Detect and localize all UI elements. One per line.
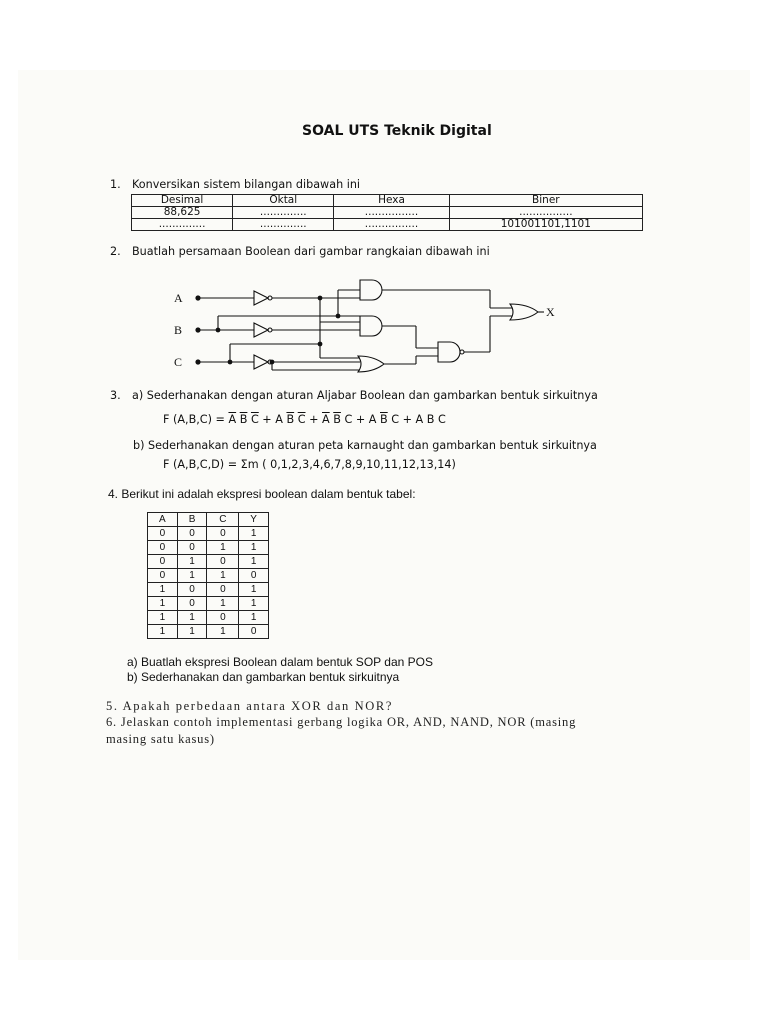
table-cell: 1: [207, 597, 239, 611]
column-header: Desimal: [132, 195, 233, 207]
table-cell: 1: [239, 541, 269, 555]
question-4a: a) Buatlah ekspresi Boolean dalam bentuk SOP dan POS: [127, 655, 433, 669]
table-cell: ..............: [233, 219, 334, 231]
not-gate-c: [254, 355, 268, 369]
page-title: SOAL UTS Teknik Digital: [302, 123, 492, 139]
question-4: 4. Berikut ini adalah ekspresi boolean dalam bentuk tabel:: [108, 487, 416, 501]
logic-circuit-diagram: [160, 272, 560, 376]
or-gate-lower: [358, 356, 384, 372]
question-6-line-2: masing satu kasus): [106, 732, 215, 746]
table-row: [132, 219, 643, 231]
table-cell: 1: [148, 583, 178, 597]
column-header: A: [148, 513, 178, 527]
table-cell: 0: [177, 583, 207, 597]
table-cell: 0: [207, 583, 239, 597]
table-row: [148, 583, 269, 597]
input-label-b: B: [174, 323, 183, 337]
table-row: [148, 527, 269, 541]
table-cell: 0: [207, 527, 239, 541]
table-cell: 1: [239, 583, 269, 597]
table-cell: 1: [239, 555, 269, 569]
table-row: [148, 625, 269, 639]
column-header: C: [207, 513, 239, 527]
question-2: [110, 245, 490, 258]
table-cell: 0: [177, 541, 207, 555]
column-header: Biner: [449, 195, 642, 207]
table-cell: ..............: [132, 219, 233, 231]
column-header: Hexa: [334, 195, 449, 207]
question-1-text: Konversikan sistem bilangan dibawah ini: [132, 178, 361, 191]
question-6-line-1: 6. Jelaskan contoh implementasi gerbang logika OR, AND, NAND, NOR (masing: [106, 715, 577, 729]
table-cell: 1: [148, 625, 178, 639]
table-cell: 0: [148, 541, 178, 555]
truth-table: [147, 512, 269, 639]
table-cell: 0: [177, 527, 207, 541]
and-gate-2: [360, 316, 382, 336]
question-1-number: 1.: [110, 178, 121, 191]
table-cell: 88,625: [132, 207, 233, 219]
table-cell: 1: [239, 527, 269, 541]
table-cell: 1: [239, 611, 269, 625]
table-cell: 0: [207, 611, 239, 625]
table-cell: 1: [148, 611, 178, 625]
not-gate-b: [254, 323, 268, 337]
table-cell: 0: [148, 555, 178, 569]
table-row: [148, 611, 269, 625]
question-3-number: 3.: [110, 389, 121, 402]
column-header: Y: [239, 513, 269, 527]
truth-table-header: [148, 513, 269, 527]
question-3b-function: F (A,B,C,D) = Σm ( 0,1,2,3,4,6,7,8,9,10,11,12,13,14): [163, 458, 456, 471]
table-cell: 0: [177, 597, 207, 611]
output-label-x: X: [546, 305, 555, 319]
table-cell: 101001101,1101: [449, 219, 642, 231]
table-row: [132, 207, 643, 219]
question-4b: b) Sederhanakan dan gambarkan bentuk sirkuitnya: [127, 670, 400, 684]
table-cell: 1: [207, 625, 239, 639]
table-cell: 0: [148, 569, 178, 583]
question-5: 5. Apakah perbedaan antara XOR dan NOR?: [106, 699, 393, 713]
input-label-c: C: [174, 355, 183, 369]
or-gate-output: [510, 304, 538, 320]
question-3a-function: [163, 413, 446, 426]
question-3a-text: a) Sederhanakan dengan aturan Aljabar Boolean dan gambarkan bentuk sirkuitnya: [132, 389, 598, 402]
table-cell: 1: [207, 569, 239, 583]
and-gate-1: [360, 280, 382, 300]
table-cell: 1: [239, 597, 269, 611]
table-cell: ................: [334, 219, 449, 231]
not-gate-a: [254, 291, 268, 305]
table-cell: 0: [239, 625, 269, 639]
table-cell: 1: [177, 555, 207, 569]
column-header: Oktal: [233, 195, 334, 207]
table-cell: ................: [449, 207, 642, 219]
table-row: [148, 541, 269, 555]
function-expression: $\overline{A}$ $\overline{B}$ $\overline{C} + A$ $\overline{B}$ $\overline{C} + \overline{A}$ $\overline{B}$ C + A $\overline{B}$ C + A B C: [228, 413, 446, 426]
question-2-text: Buatlah persamaan Boolean dari gambar rangkaian dibawah ini: [132, 245, 490, 258]
question-3b: b) Sederhanakan dengan aturan peta karnaught dan gambarkan bentuk sirkuitnya: [133, 439, 597, 452]
conversion-table-header: [132, 195, 643, 207]
table-cell: ................: [334, 207, 449, 219]
table-row: [148, 555, 269, 569]
column-header: B: [177, 513, 207, 527]
table-row: [148, 569, 269, 583]
function-label: F (A,B,C) =: [163, 413, 225, 426]
table-cell: ..............: [233, 207, 334, 219]
conversion-table: [131, 194, 643, 231]
question-1: [110, 178, 360, 191]
table-cell: 1: [177, 611, 207, 625]
question-2-number: 2.: [110, 245, 121, 258]
table-row: [148, 597, 269, 611]
table-cell: 0: [239, 569, 269, 583]
table-cell: 0: [148, 527, 178, 541]
table-cell: 0: [207, 555, 239, 569]
input-label-a: A: [174, 291, 183, 305]
table-cell: 1: [177, 625, 207, 639]
table-cell: 1: [148, 597, 178, 611]
question-3a: [110, 389, 598, 402]
table-cell: 1: [207, 541, 239, 555]
table-cell: 1: [177, 569, 207, 583]
nand-gate: [438, 342, 460, 362]
